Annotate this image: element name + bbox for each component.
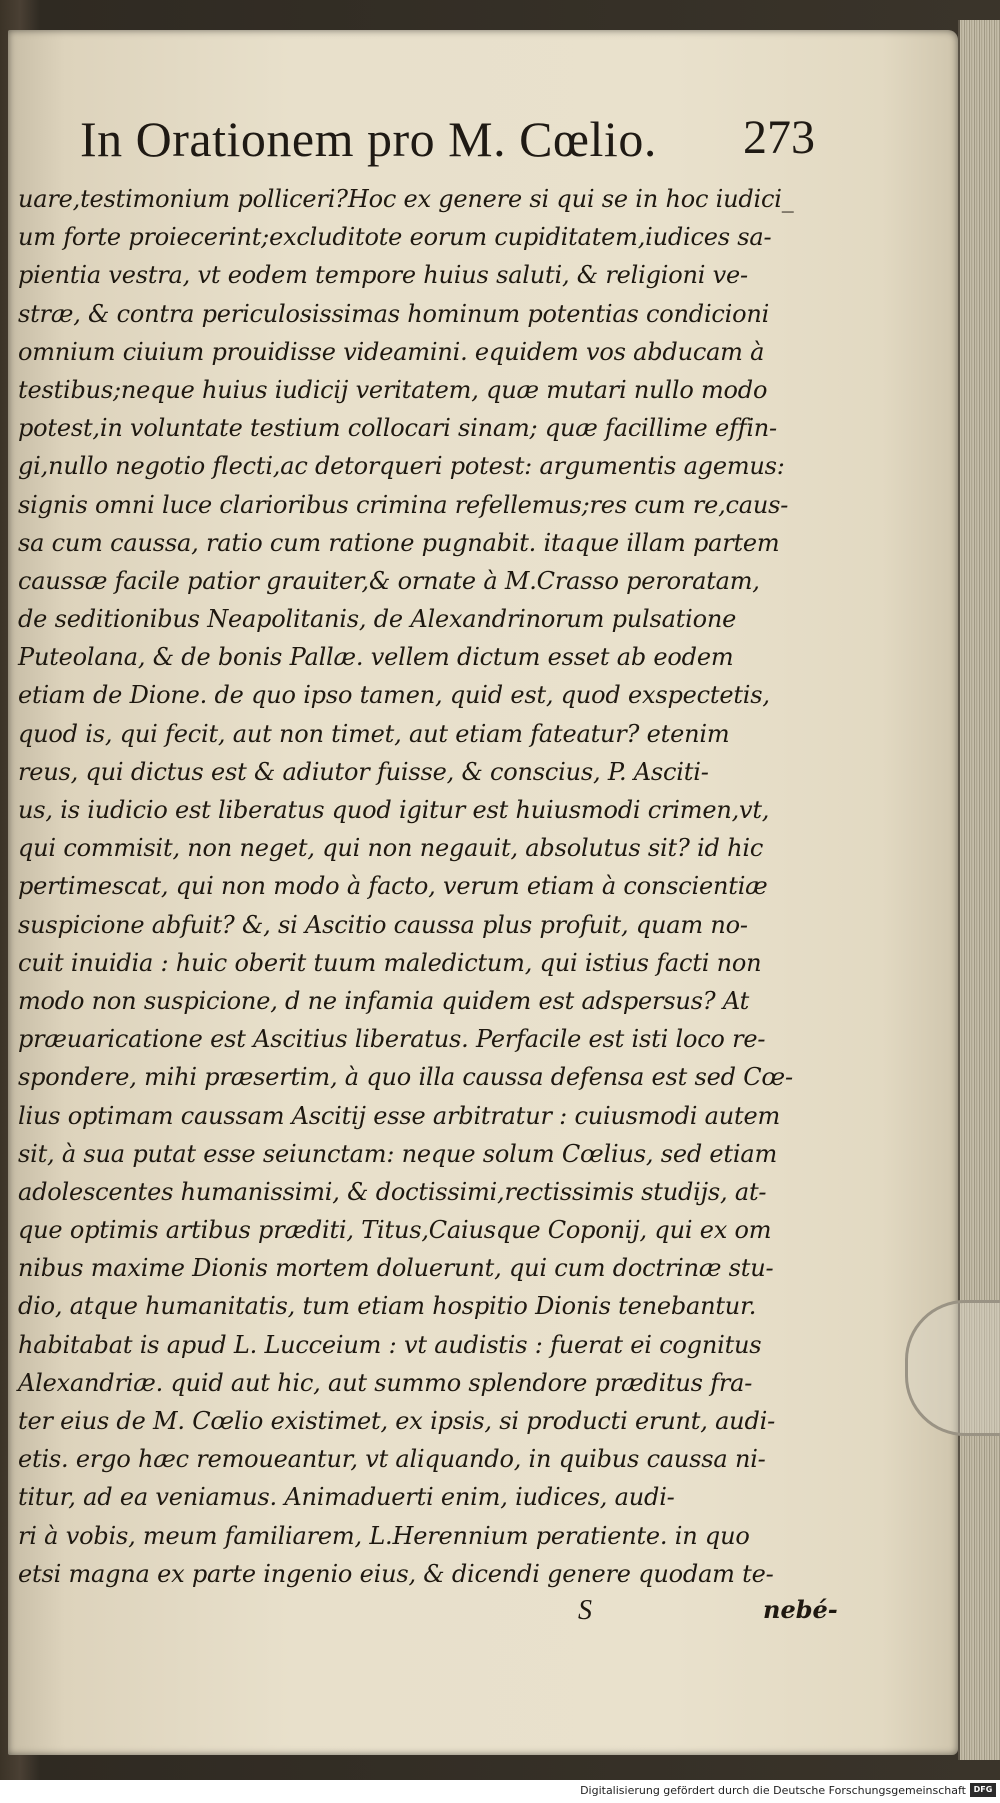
running-head: In Orationem pro M. Cœlio.	[80, 111, 657, 167]
text-line: signis omni luce clarioribus crimina refellemus;res cum re,caus-	[18, 490, 789, 519]
footer-bar	[0, 1780, 1000, 1803]
text-line: qui commisit, non neget, qui non negauit, absolutus sit? id hic	[18, 834, 764, 863]
text-line: modo non suspicione, d ne infamia quidem est adspersus? At	[18, 986, 750, 1015]
text-line: pertimescat, qui non modo à facto, verum etiam à conscientiæ	[18, 872, 768, 901]
text-line: gi,nullo negotio flecti,ac detorqueri potest: argumentis agemus:	[18, 452, 785, 481]
text-line: sit, à sua putat esse seiunctam: neque solum Cœlius, sed etiam	[18, 1139, 778, 1168]
text-line: pientia vestra, vt eodem tempore huius saluti, & religioni ve-	[18, 261, 748, 290]
text-line: um forte proiecerint;excluditote eorum cupiditatem,iudices sa-	[18, 223, 772, 252]
text-line: ri à vobis, meum familiarem, L.Herennium peratiente. in quo	[18, 1521, 750, 1550]
text-line: que optimis artibus præditi, Titus,Caiusque Coponij, qui ex om	[18, 1216, 772, 1245]
footer-marks	[8, 1595, 958, 1635]
text-line: titur, ad ea veniamus. Animaduerti enim, iudices, audi-	[18, 1483, 675, 1512]
text-line: quod is, qui fecit, aut non timet, aut etiam fateatur? etenim	[18, 719, 730, 748]
text-line: adolescentes humanissimi, & doctissimi,rectissimis studijs, at-	[18, 1177, 767, 1206]
text-line: præuaricatione est Ascitius liberatus. Perfacile est isti loco re-	[18, 1025, 766, 1054]
text-line: etsi magna ex parte ingenio eius, & dicendi genere quodam te-	[18, 1559, 774, 1588]
text-line: reus, qui dictus est & adiutor fuisse, & conscius, P. Asciti-	[18, 757, 709, 786]
text-line: uare,testimonium polliceri?Hoc ex genere si qui se in hoc iudici_	[18, 185, 794, 213]
text-line: etiam de Dione. de quo ipso tamen, quid est, quod exspectetis,	[18, 681, 770, 710]
page-header	[80, 110, 960, 170]
body-text	[18, 180, 968, 1593]
text-line: lius optimam caussam Ascitij esse arbitratur : cuiusmodi autem	[18, 1101, 781, 1130]
text-line: spondere, mihi præsertim, à quo illa caussa defensa est sed Cœ-	[18, 1063, 793, 1092]
text-line: Alexandriæ. quid aut hic, aut summo splendore præditus fra-	[18, 1368, 753, 1397]
book-clip	[905, 1300, 1000, 1436]
signature-mark: S	[578, 1595, 592, 1626]
text-line: omnium ciuium prouidisse videamini. equidem vos abducam à	[18, 337, 765, 366]
text-line: dio, atque humanitatis, tum etiam hospitio Dionis tenebantur.	[18, 1292, 757, 1321]
text-line: nibus maxime Dionis mortem doluerunt, qui cum doctrinæ stu-	[18, 1254, 774, 1283]
text-line: sa cum caussa, ratio cum ratione pugnabit. itaque illam partem	[18, 528, 780, 557]
text-line: Puteolana, & de bonis Pallæ. vellem dictum esset ab eodem	[18, 643, 734, 672]
text-line: us, is iudicio est liberatus quod igitur est huiusmodi crimen,vt,	[18, 796, 770, 824]
text-line: testibus;neque huius iudicij veritatem, quæ mutari nullo modo	[18, 375, 768, 404]
text-line: stræ, & contra periculosissimas hominum potentias condicioni	[18, 299, 770, 328]
digitization-credit: Digitalisierung gefördert durch die Deutsche Forschungsgemeinschaft	[580, 1784, 966, 1797]
dfg-logo-icon: DFG	[970, 1783, 996, 1797]
text-line: suspicione abfuit? &, si Ascitio caussa plus profuit, quam no-	[18, 910, 748, 939]
text-line: ter eius de M. Cœlio existimet, ex ipsis, si producti erunt, audi-	[18, 1407, 775, 1435]
text-line: habitabat is apud L. Lucceium : vt audistis : fuerat ei cognitus	[18, 1330, 762, 1359]
text-line: potest,in voluntate testium collocari sinam; quæ facillime effin-	[18, 414, 777, 443]
text-line: caussæ facile patior grauiter,& ornate à M.Crasso peroratam,	[18, 566, 760, 595]
text-line: cuit inuidia : huic oberit tuum maledictum, qui istius facti non	[18, 948, 762, 977]
text-line: de seditionibus Neapolitanis, de Alexandrinorum pulsatione	[18, 605, 737, 634]
text-line: etis. ergo hæc remoueantur, vt aliquando, in quibus caussa ni-	[18, 1445, 766, 1474]
page-number: 273	[743, 111, 815, 164]
catchword: nebé-	[763, 1595, 838, 1624]
book-page	[8, 30, 958, 1755]
